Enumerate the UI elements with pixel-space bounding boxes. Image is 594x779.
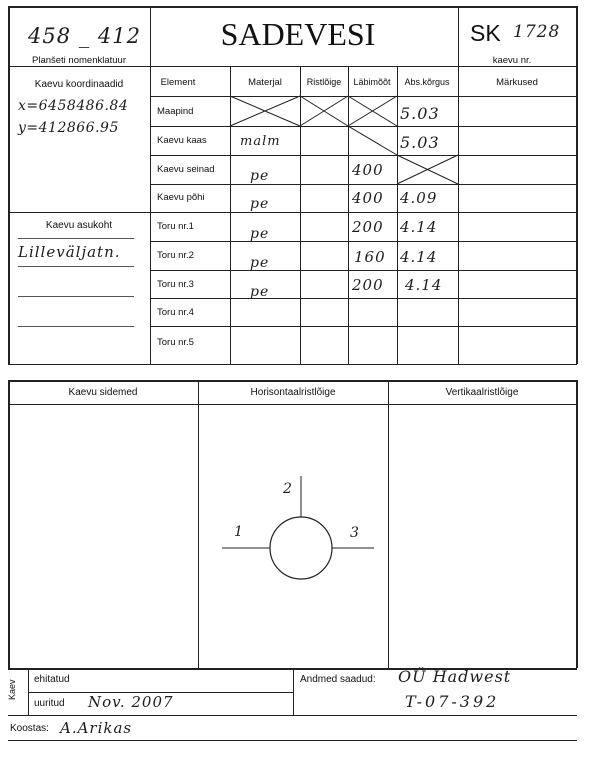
column-header-cross-section: Ristlõige [306,77,342,87]
well-number-label: kaevu nr. [492,55,532,66]
compiled-by-label: Koostas: [10,723,49,734]
location-value: Lilleväljatn. [18,243,121,261]
row-element: Toru nr.5 [157,337,194,348]
row-material: pe [250,255,270,271]
column-header-diameter: Läbimõõt [353,77,391,87]
row-height: 5.03 [400,104,440,123]
plansheet-number: 458 _ 412 [28,24,142,48]
vertical-section-heading: Vertikaalristlõige [445,387,519,398]
row-material: pe [250,226,270,242]
row-element: Kaevu seinad [157,164,215,175]
row-height: 4.09 [400,189,438,207]
row-element: Toru nr.4 [157,307,194,318]
footer-side-divider [28,668,29,715]
pipe-3-label: 3 [350,525,360,541]
well-number: 1728 [513,22,561,42]
footer-surveyed-line [8,715,577,716]
mid-frame-right [576,380,578,668]
column-header-notes: Märkused [496,77,538,88]
pipe-2-label: 2 [283,481,293,497]
coordinate-y: y=412866.95 [18,120,119,136]
row-element: Kaevu kaas [157,135,207,146]
footer-bottom-line [8,740,577,741]
row-diameter: 200 [352,276,384,294]
crossed-cells-overlay [0,0,594,364]
row-element: Kaevu põhi [157,192,205,203]
well-prefix: SK [470,20,501,46]
row-element: Toru nr.3 [157,279,194,290]
pipe-1-label: 1 [234,524,244,540]
coordinates-label: Kaevu koordinaadid [34,79,124,90]
surveyed-label: uuritud [34,698,65,709]
built-label: ehitatud [34,674,70,685]
surveyed-date: Nov. 2007 [88,693,174,711]
mid-frame-top [8,380,577,382]
row-diameter: 200 [352,218,384,236]
row-height: 5.03 [400,133,440,152]
page-title: SADEVESI [220,16,376,52]
coordinate-x: x=6458486.84 [18,98,129,114]
column-header-abs-height: Abs.kõrgus [404,77,450,87]
mid-frame-left [8,380,10,668]
row-height: 4.14 [400,218,438,236]
row-material: pe [250,196,270,212]
connections-heading: Kaevu sidemed [68,387,138,398]
row-material: pe [250,168,270,184]
plansheet-label: Planšeti nomenklatuur [32,55,126,66]
row-element: Toru nr.1 [157,221,194,232]
well-circle [270,517,332,579]
well-side-label: Kaev [7,679,17,700]
row-material: pe [250,284,270,300]
mid-divider-2 [388,380,389,668]
row-height: 4.14 [400,248,438,266]
row-material: malm [240,134,281,149]
row-diameter: 400 [352,189,384,207]
footer-mid-divider [293,668,294,715]
row-diameter: 160 [354,248,386,266]
location-label: Kaevu asukoht [45,220,113,231]
row-element: Maapind [157,106,194,117]
data-source-company: OÜ Hadwest [398,667,512,686]
data-source-label: Andmed saadud: [300,674,376,685]
top-frame-bottom [8,364,577,365]
row-diameter: 400 [352,161,384,179]
row-height: 4.14 [405,276,443,294]
data-source-code: T-07-392 [405,692,500,711]
compiled-by-name: A.Arikas [60,719,133,737]
row-element: Toru nr.2 [157,250,194,261]
column-header-material: Materjal [248,77,282,88]
horizontal-section-heading: Horisontaalristlõige [250,387,336,398]
cross-mark [348,126,397,155]
column-header-element: Element [160,77,196,88]
